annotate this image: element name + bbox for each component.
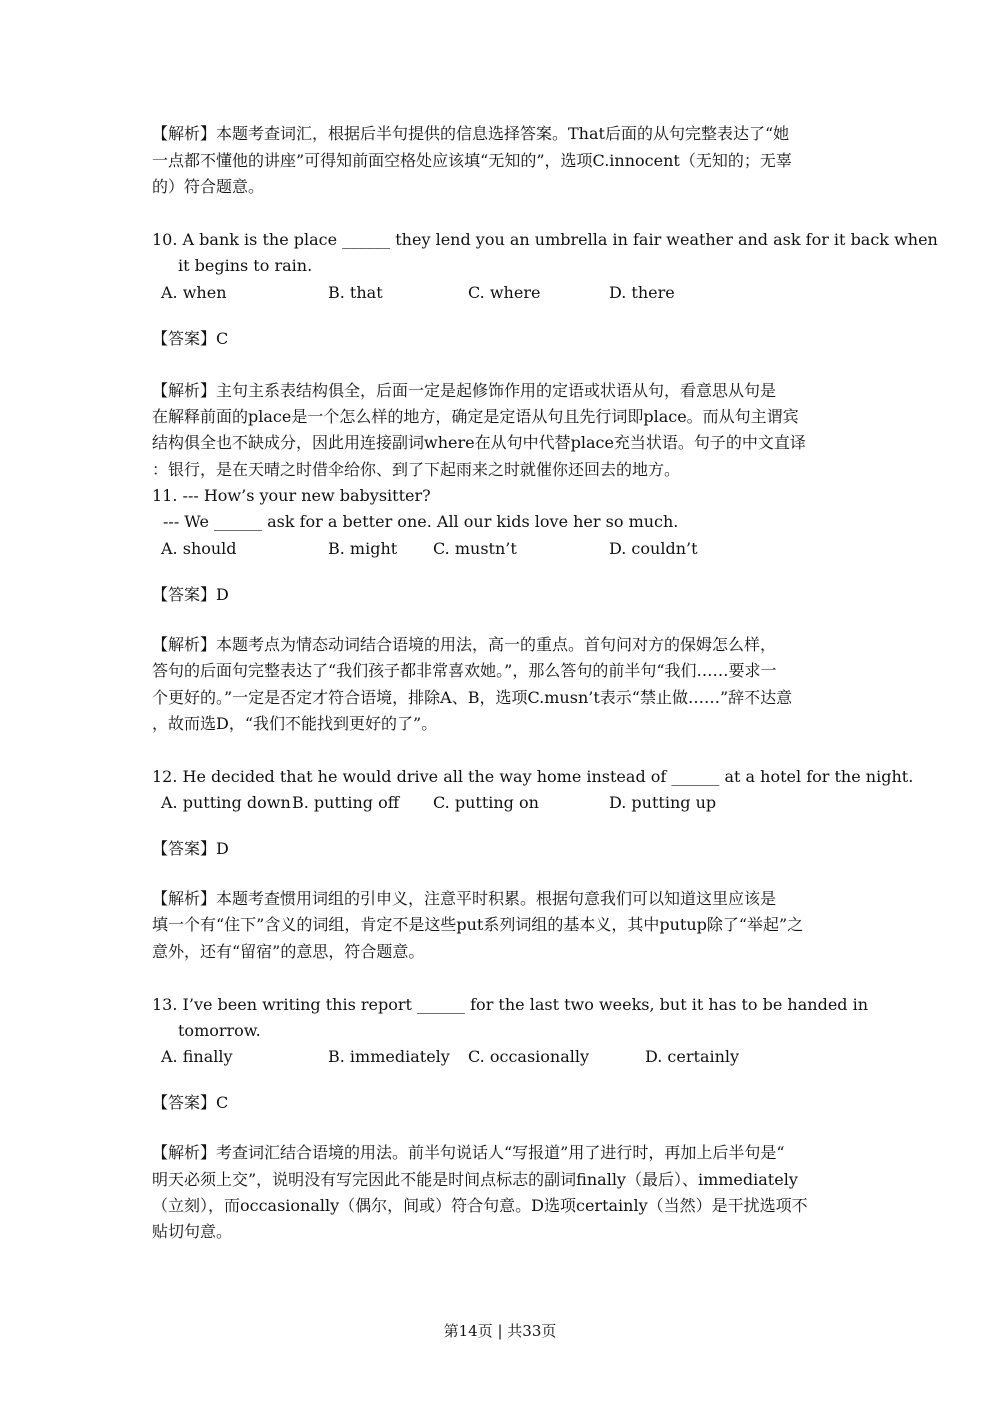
option-b: B. immediately [328,1047,450,1066]
analysis-text: 结构俱全也不缺成分，因此用连接副词where在从句中代替place充当状语。句子的中文直译 [152,433,806,452]
page-footer: 第14页 | 共33页 [443,1322,557,1340]
question-stem: 12. He decided that he would drive all the way home instead of ______ at a hotel for the night. [152,767,914,786]
analysis-text: 填一个有“住下”含义的词组，肯定不是这些put系列词组的基本义，其中putup除了“举起”之 [152,915,804,934]
analysis-text: 的）符合题意。 [152,177,265,196]
analysis-text: 个更好的。”一定是否定才符合语境，排除A、B，选项C.musn’t表示“禁止做……”辞不达意 [152,688,793,707]
option-a: A. when [161,283,227,302]
option-b: B. putting off [292,793,400,812]
option-c: C. where [468,283,541,302]
analysis-text: ，故而选D，“我们不能找到更好的了”。 [152,714,438,733]
option-b: B. that [328,283,383,302]
analysis-text: 意外，还有“留宿”的意思，符合题意。 [152,942,425,961]
answer-label: 【答案】D [152,585,229,604]
analysis-text: 【解析】本题考查词汇，根据后半句提供的信息选择答案。That后面的从句完整表达了“她 [152,124,790,143]
analysis-text: 在解释前面的place是一个怎么样的地方，确定是定语从句且先行词即place。而从句主谓宾 [152,407,799,426]
option-d: D. there [609,283,675,302]
question-stem: 10. A bank is the place ______ they lend you an umbrella in fair weather and ask for it back when [152,230,938,249]
analysis-text: 【解析】考查词汇结合语境的用法。前半句说话人“写报道”用了进行时，再加上后半句是“ [152,1143,785,1162]
analysis-text: （立刻），而occasionally（偶尔，间或）符合句意。D选项certainly（当然）是干扰选项不 [152,1196,808,1215]
option-d: D. putting up [609,793,717,812]
option-a: A. finally [161,1047,233,1066]
answer-label: 【答案】C [152,329,229,348]
question-stem: 13. I’ve been writing this report ______ for the last two weeks, but it has to be handed in [152,995,869,1014]
analysis-text: 一点都不懂他的讲座”可得知前面空格处应该填“无知的”，选项C.innocent（无知的；无辜 [152,151,792,170]
question-stem: it begins to rain. [178,256,313,275]
answer-label: 【答案】D [152,839,229,858]
question-stem: 11. --- How’s your new babysitter? [152,486,431,505]
answer-label: 【答案】C [152,1093,229,1112]
option-c: C. putting on [433,793,539,812]
option-d: D. couldn’t [609,539,698,558]
analysis-text: 【解析】主句主系表结构俱全，后面一定是起修饰作用的定语或状语从句，看意思从句是 [152,381,777,400]
option-a: A. putting down [161,793,291,812]
analysis-text: 【解析】本题考点为情态动词结合语境的用法，高一的重点。首句问对方的保姆怎么样， [152,635,777,654]
question-stem: --- We ______ ask for a better one. All our kids love her so much. [163,512,679,531]
analysis-text: 明天必须上交”，说明没有写完因此不能是时间点标志的副词finally（最后）、immediately [152,1170,798,1189]
question-stem: tomorrow. [178,1021,261,1040]
analysis-text: ：银行，是在天晴之时借伞给你、到了下起雨来之时就催你还回去的地方。 [152,460,681,479]
analysis-text: 【解析】本题考查惯用词组的引申义，注意平时积累。根据句意我们可以知道这里应该是 [152,889,777,908]
option-d: D. certainly [645,1047,740,1066]
option-b: B. might [328,539,398,558]
option-a: A. should [161,539,237,558]
analysis-text: 答句的后面句完整表达了“我们孩子都非常喜欢她。”，那么答句的前半句“我们……要求一 [152,661,777,680]
option-c: C. mustn’t [433,539,517,558]
option-c: C. occasionally [468,1047,590,1066]
analysis-text: 贴切句意。 [152,1222,233,1241]
